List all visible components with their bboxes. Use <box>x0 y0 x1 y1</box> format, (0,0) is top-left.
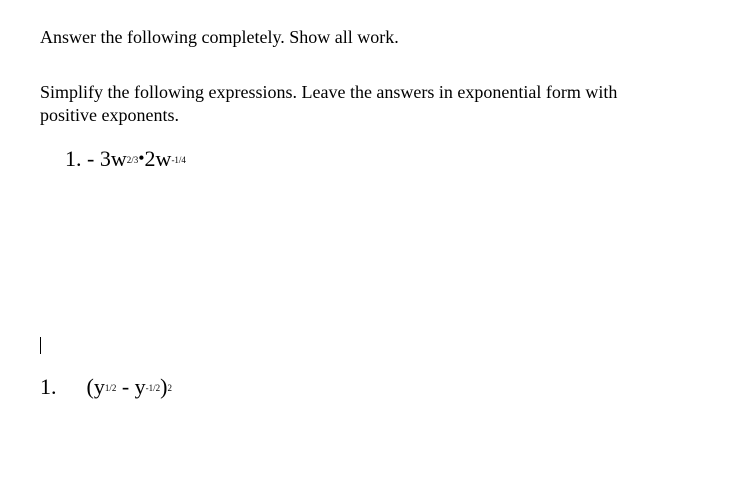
text-cursor[interactable] <box>40 337 41 354</box>
term-base: (y <box>86 374 105 399</box>
problem-2 <box>40 374 172 404</box>
multiply-operator: • <box>138 148 145 168</box>
term-base: 2w <box>144 146 172 171</box>
problem-1 <box>65 146 186 176</box>
exponent: -1/4 <box>171 155 186 165</box>
problem-number: 1. <box>65 146 82 171</box>
exponent: 2/3 <box>126 155 139 165</box>
term-base: - 3w <box>87 146 127 171</box>
problem-number: 1. <box>40 374 57 399</box>
exponent: -1/2 <box>145 383 161 393</box>
directions-text: Simplify the following expressions. Leave the answers in exponential form with positive exponents. <box>40 82 618 125</box>
exponent: 2 <box>167 383 172 393</box>
closing-paren: ) <box>160 374 168 399</box>
exponent: 1/2 <box>104 383 117 393</box>
term-base: - y <box>116 374 146 399</box>
instruction-text: Answer the following completely. Show all work. <box>40 27 399 47</box>
